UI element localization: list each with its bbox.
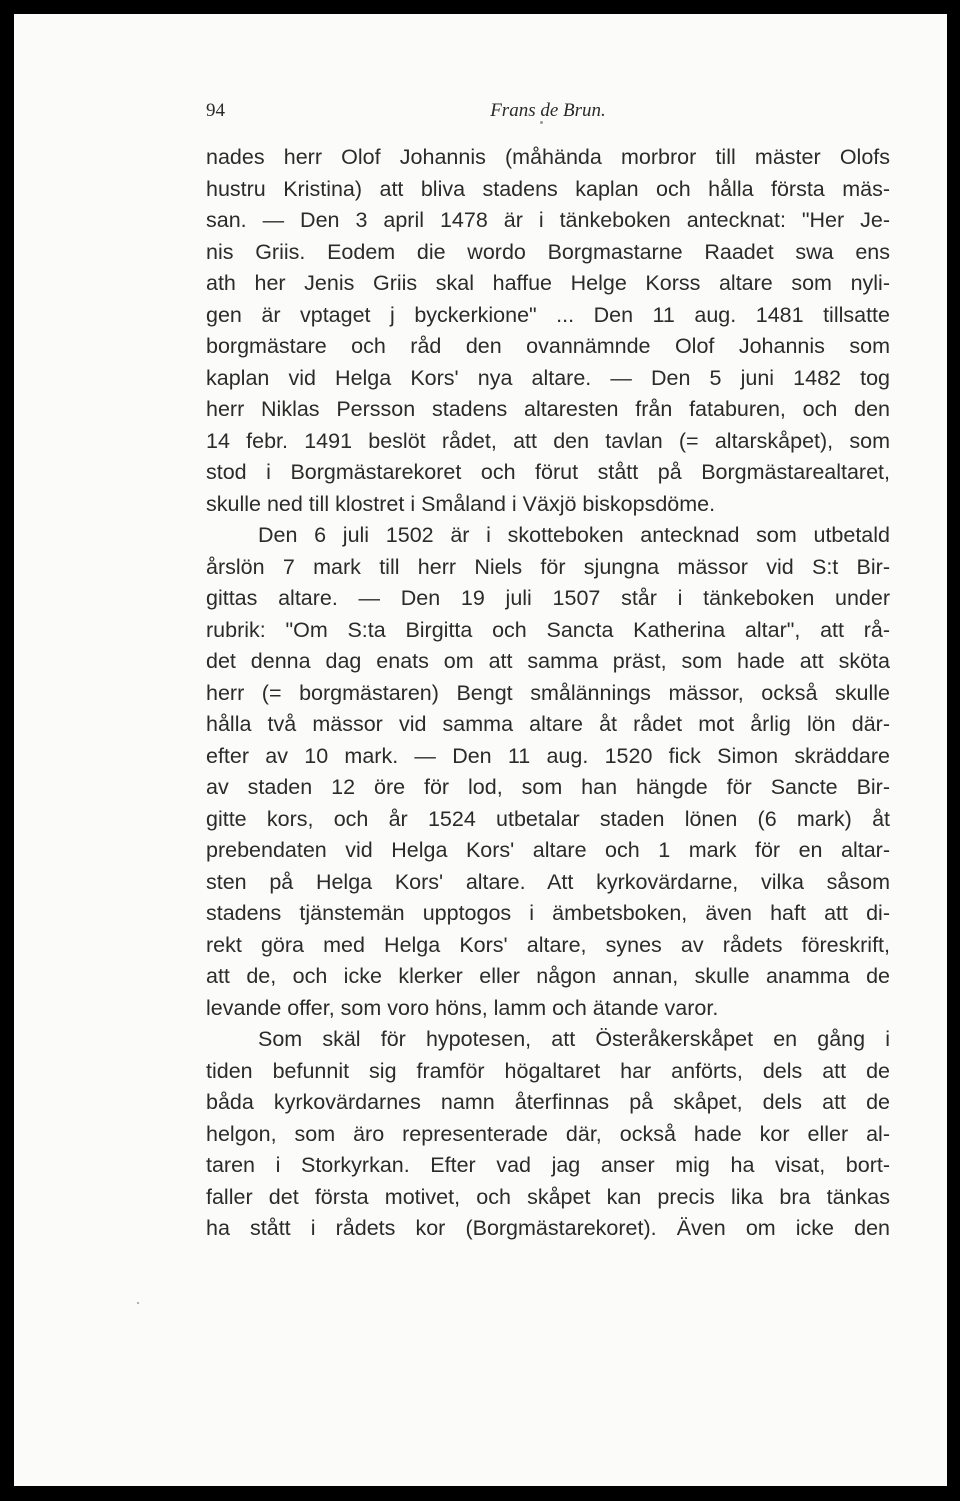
- text-line: 14 febr. 1491 beslöt rådet, att den tavlan (= altarskåpet), som: [206, 428, 890, 453]
- text-line: gitte kors, och år 1524 utbetalar staden lönen (6 mark) åt: [206, 806, 890, 831]
- text-line: herr Niklas Persson stadens altaresten från fataburen, och den: [206, 397, 890, 421]
- text-line: att de, och icke klerker eller någon annan, skulle anamma de: [206, 964, 890, 988]
- text-line: prebendaten vid Helga Kors' altare och 1 mark för en altar-: [206, 838, 890, 862]
- text-line: sten på Helga Kors' altare. Att kyrkovärdarne, vilka såsom: [206, 869, 890, 894]
- text-line: ha stått i rådets kor (Borgmästarekoret). Även om icke den: [206, 1216, 890, 1240]
- page-number: 94: [206, 100, 225, 121]
- running-title: Frans de Brun.: [490, 100, 606, 121]
- text-line: av staden 12 öre för lod, som han hängde för Sancte Bir-: [206, 775, 890, 799]
- text-line: borgmästare och råd den ovannämnde Olof Johannis som: [206, 334, 890, 358]
- text-line: efter av 10 mark. — Den 11 aug. 1520 fick Simon skräddare: [206, 743, 890, 768]
- text-line: båda kyrkovärdarnes namn återfinnas på skåpet, dels att de: [206, 1090, 890, 1114]
- text-line: rekt göra med Helga Kors' altare, synes av rådets föreskrift,: [206, 932, 890, 957]
- text-line: helgon, som äro representerade där, också hade kor eller al-: [206, 1121, 890, 1146]
- text-line: san. — Den 3 april 1478 är i tänkeboken antecknat: "Her Je-: [206, 208, 890, 232]
- text-line: tiden befunnit sig framför högaltaret har anförts, dels att de: [206, 1058, 890, 1083]
- text-line: Den 6 juli 1502 är i skotteboken antecknad som utbetald: [258, 523, 890, 547]
- text-line: kaplan vid Helga Kors' nya altare. — Den 5 juni 1482 tog: [206, 365, 890, 390]
- text-line: gittas altare. — Den 19 juli 1507 står i tänkeboken under: [206, 586, 890, 610]
- text-line: hustru Kristina) att bliva stadens kaplan och hålla första mäs-: [206, 176, 890, 201]
- text-line: nades herr Olof Johannis (måhända morbror till mäster Olofs: [206, 145, 890, 169]
- text-line: årslön 7 mark till herr Niels för sjungna mässor vid S:t Bir-: [206, 554, 890, 579]
- text-line: rubrik: "Om S:ta Birgitta och Sancta Katherina altar", att rå-: [206, 617, 890, 642]
- text-line: levande offer, som voro höns, lamm och ätande varor.: [206, 995, 719, 1020]
- text-line: gen är vptaget j byckerkione" ... Den 11 aug. 1481 tillsatte: [206, 302, 890, 327]
- text-line: stadens tjänstemän upptogos i ämbetsboken, även haft att di-: [206, 901, 890, 925]
- text-line: herr (= borgmästaren) Bengt smålännings mässor, också skulle: [206, 680, 890, 705]
- text-line: det denna dag enats om att samma präst, som hade att sköta: [206, 649, 890, 673]
- text-line: nis Griis. Eodem die wordo Borgmastarne Raadet swa ens: [206, 239, 890, 264]
- text-line: ath her Jenis Griis skal haffue Helge Korss altare som nyli-: [206, 271, 890, 295]
- body-text: [206, 142, 890, 1245]
- text-line: Som skäl för hypotesen, att Österåkerskåpet en gång i: [258, 1027, 890, 1051]
- text-line: taren i Storkyrkan. Efter vad jag anser mig ha visat, bort-: [206, 1153, 890, 1177]
- text-line: faller det första motivet, och skåpet kan precis lika bra tänkas: [206, 1184, 890, 1209]
- text-line: skulle ned till klostret i Småland i Växjö biskopsdöme.: [206, 491, 716, 516]
- text-line: hålla två mässor vid samma altare åt rådet mot årlig lön där-: [206, 712, 890, 736]
- paper-speck: [137, 1302, 139, 1304]
- running-head: [206, 100, 890, 130]
- text-line: stod i Borgmästarekoret och förut stått på Borgmästarealtaret,: [206, 460, 890, 484]
